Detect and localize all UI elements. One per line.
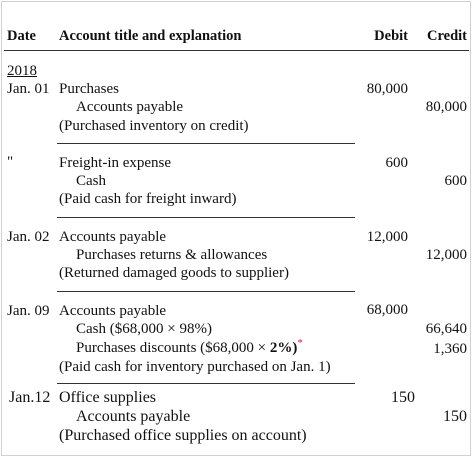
entry-separator	[57, 143, 355, 144]
entry-credit-amount: 12,000	[425, 247, 467, 263]
entry-debit-amount: 68,000	[366, 302, 408, 318]
discounts-rate: 2%)	[269, 340, 298, 356]
entry-separator	[57, 291, 355, 292]
entry-debit-account: Accounts payable	[59, 229, 167, 245]
entry-date: Jan.12	[9, 389, 51, 406]
entry-date: Jan. 02	[7, 229, 50, 245]
year-label: 2018	[7, 63, 37, 79]
entry-debit-amount: 12,000	[366, 229, 408, 245]
asterisk-note-marker: *	[297, 337, 303, 349]
entry-debit-account: Freight-in expense	[59, 155, 172, 171]
header-debit: Debit	[374, 28, 408, 44]
entry-credit-amount: 150	[443, 408, 467, 425]
entry-debit-account: Purchases	[59, 81, 119, 97]
discounts-label: Purchases discounts ($68,000 ×	[76, 340, 270, 356]
header-account: Account title and explanation	[59, 28, 242, 44]
entry-debit-amount: 150	[391, 389, 415, 406]
entry-debit-amount: 80,000	[366, 81, 408, 97]
entry-separator	[57, 217, 355, 218]
header-date: Date	[7, 28, 36, 44]
entry-credit-amount-cash: 66,640	[425, 321, 467, 337]
entry-date: "	[7, 154, 14, 170]
entry-debit-account: Accounts payable	[59, 303, 167, 319]
header-rule	[4, 50, 469, 51]
entry-credit-amount: 600	[444, 173, 467, 189]
entry-explanation: (Purchased office supplies on account)	[59, 427, 307, 444]
entry-credit-account: Purchases returns & allowances	[76, 247, 268, 263]
entry-credit-amount-discounts: 1,360	[433, 341, 467, 357]
entry-explanation: (Paid cash for freight inward)	[59, 191, 237, 207]
entry-credit-amount: 80,000	[425, 99, 467, 115]
entry-credit-account: Accounts payable	[76, 99, 184, 115]
entry-credit-account-cash: Cash ($68,000 × 98%)	[76, 321, 212, 337]
entry-separator	[57, 383, 355, 384]
entry-debit-amount: 600	[385, 155, 408, 171]
entry-explanation: (Purchased inventory on credit)	[59, 118, 249, 134]
entry-date: Jan. 01	[7, 81, 50, 97]
entry-explanation: (Paid cash for inventory purchased on Jan. 1)	[59, 359, 331, 375]
entry-explanation: (Returned damaged goods to supplier)	[59, 265, 289, 281]
entry-credit-account: Cash	[76, 173, 106, 189]
entry-credit-account-discounts	[76, 339, 303, 358]
header-credit: Credit	[426, 28, 467, 44]
entry-credit-account: Accounts payable	[76, 408, 191, 425]
entry-debit-account: Office supplies	[59, 389, 157, 406]
entry-date: Jan. 09	[7, 303, 50, 319]
